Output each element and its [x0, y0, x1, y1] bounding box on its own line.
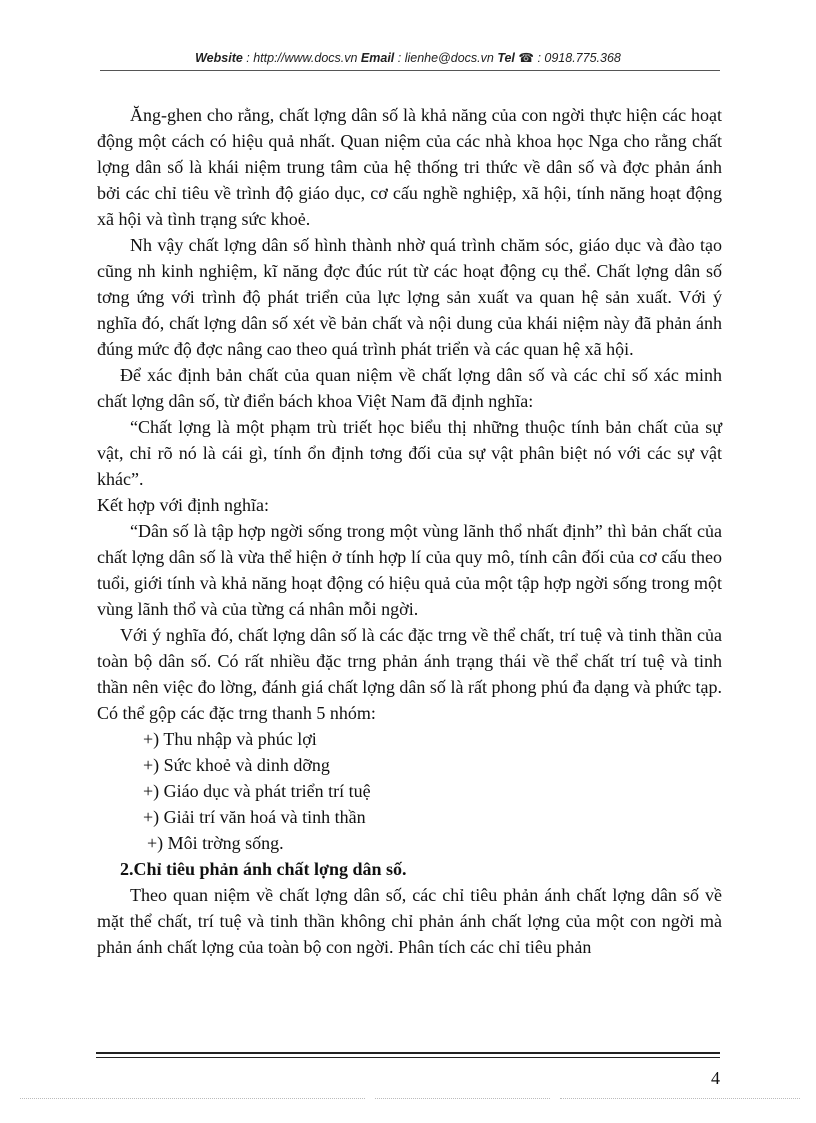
paragraph-7: Với ý nghĩa đó, chất lợng dân số là các đặc trng về thể chất, trí tuệ và tinh thần của toàn bộ dân số. Có rất nhiều đặc trng phản ánh trạng thái về thể chất trí tuệ và tinh thần nên việc đo lờng, đánh giá chất lợng dân số là rất phong phú đa dạng và phức tạp. Có thể gộp các đặc trng thanh 5 nhóm: [97, 625, 722, 723]
footer-rule-thin [96, 1057, 720, 1058]
list-item: +) Giáo dục và phát triển trí tuệ [143, 781, 371, 801]
list-item: +) Môi trờng sống. [147, 833, 284, 853]
document-body [97, 102, 722, 960]
quote-definition: “Chất lợng là một phạm trù triết học biểu thị những thuộc tính bản chất của sự vật, chỉ rõ nó là cái gì, tính ổn định tơng đối của sự vật phân biệt nó với các sự vật khác”. [97, 417, 722, 489]
email-value: : lienhe@docs.vn [394, 51, 498, 65]
page-edge-dotted-middle [375, 1098, 550, 1099]
header-rule [100, 70, 720, 71]
section-heading: 2.Chỉ tiêu phản ánh chất lợng dân số. [120, 859, 407, 879]
phone-icon: ☎ [518, 51, 534, 65]
paragraph-5: Kết hợp với định nghĩa: [97, 495, 270, 515]
list-item: +) Giải trí văn hoá và tinh thần [143, 807, 366, 827]
list-item: +) Thu nhập và phúc lợi [143, 729, 317, 749]
paragraph-8: Theo quan niệm về chất lợng dân số, các chỉ tiêu phản ánh chất lợng dân số về mặt thể chất, trí tuệ và tinh thần không chỉ phản ánh chất lợng của một con ngời mà phản ánh chất lợng của toàn bộ con ngời. Phân tích các chỉ tiêu phản [97, 885, 722, 957]
page-number: 4 [711, 1068, 720, 1088]
page-header [0, 50, 816, 65]
paragraph-1: Ăng-ghen cho rằng, chất lợng dân số là khả năng của con ngời thực hiện các hoạt động một cách có hiệu quả nhất. Quan niệm của các nhà khoa học Nga cho rằng chất lợng dân số là khái niệm trung tâm của hệ thống tri thức về dân số và đợc phản ánh bởi các chỉ tiêu về trình độ giáo dục, cơ cấu nghề nghiệp, xã hội, tính năng hoạt động xã hội và tình trạng sức khoẻ. [97, 105, 722, 229]
paragraph-2: Nh vậy chất lợng dân số hình thành nhờ quá trình chăm sóc, giáo dục và đào tạo cũng nh kinh nghiệm, kĩ năng đợc đúc rút từ các hoạt động cụ thể. Chất lợng dân số tơng ứng với trình độ phát triển của lực lợng sản xuất va quan hệ sản xuất. Với ý nghĩa đó, chất lợng dân số xét về bản chất và nội dung của khái niệm này đã phản ánh đúng mức độ đợc nâng cao theo quá trình phát triển và các quan hệ xã hội. [97, 235, 722, 359]
tel-label: Tel [497, 51, 515, 65]
list-item: +) Sức khoẻ và dinh dỡng [143, 755, 330, 775]
footer-rule [96, 1052, 720, 1054]
website-value: : http://www.docs.vn [242, 51, 361, 65]
page-edge-dotted-right [560, 1098, 800, 1099]
quote-population: “Dân số là tập hợp ngời sống trong một vùng lãnh thổ nhất định” thì bản chất của chất lợng dân số là vừa thể hiện ở tính hợp lí của quy mô, tính cân đối của cơ cấu theo tuổi, giới tính và khả năng hoạt động có hiệu quả của một tập hợp ngời sống trong một vùng lãnh thổ và của từng cá nhân mỗi ngời. [97, 521, 722, 619]
page-edge-dotted-left [20, 1098, 365, 1099]
website-label: Website [195, 51, 243, 65]
paragraph-3: Để xác định bản chất của quan niệm về chất lợng dân số và các chỉ số xác minh chất lợng dân số, từ điển bách khoa Việt Nam đã định nghĩa: [97, 365, 722, 411]
email-label: Email [360, 51, 395, 65]
tel-value: : 0918.775.368 [533, 51, 621, 65]
